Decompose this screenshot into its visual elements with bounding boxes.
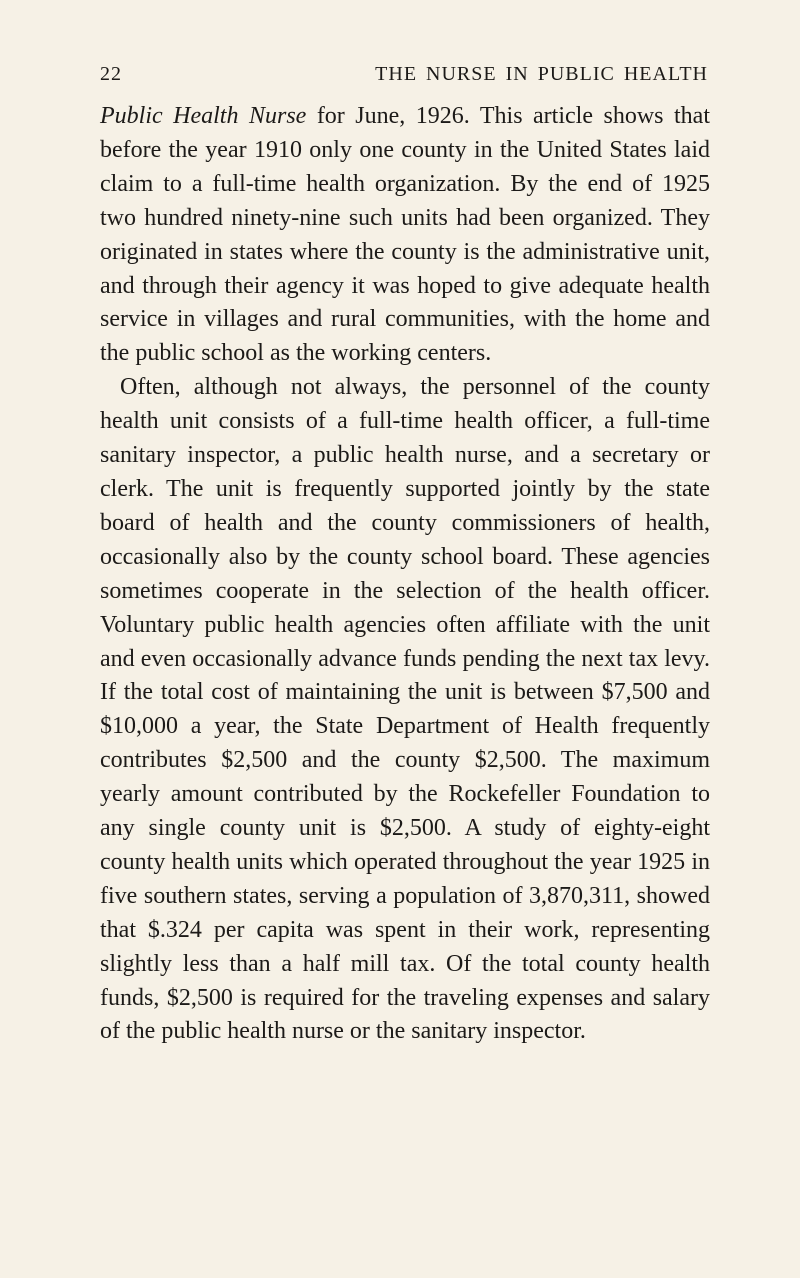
- journal-title: Public Health Nurse: [100, 103, 307, 129]
- running-head: [100, 63, 708, 93]
- paragraph-2: Often, although not always, the personnel of the county health unit consists of a full-time health officer, a full-time sanitary inspector, a public health nurse, and a secretary or clerk. The unit is frequently supported jointly by the state board of health and the county commissioners of health, occasionally also by the county school board. These agencies sometimes cooperate in the selection of the health officer. Voluntary public health agencies often affiliate with the unit and even occasionally advance funds pending the next tax levy. If the total cost of maintaining the unit is between $7,500 and $10,000 a year, the State Department of Health frequently contributes $2,500 and the county $2,500. The maximum yearly amount contributed by the Rockefeller Foundation to any single county unit is $2,500. A study of eighty-eight county health units which operated throughout the year 1925 in five southern states, serving a population of 3,870,311, showed that $.324 per capita was spent in their work, representing slightly less than a half mill tax. Of the total county health funds, $2,500 is required for the traveling expenses and salary of the public health nurse or the sanitary inspector.: [100, 374, 710, 1045]
- running-title: THE NURSE IN PUBLIC HEALTH: [375, 63, 708, 85]
- body-text: [100, 100, 710, 1049]
- page-number: 22: [100, 63, 122, 85]
- paragraph-1-text: for June, 1926. This article shows that before the year 1910 only one county in the United States laid claim to a full-time health organization. By the end of 1925 two hundred ninety-nine such units had been organized. They originated in states where the county is the administrative unit, and through their agency it was hoped to give adequate health service in villages and rural communities, with the home and the public school as the working centers.: [100, 103, 710, 367]
- paragraph-1: [100, 100, 710, 371]
